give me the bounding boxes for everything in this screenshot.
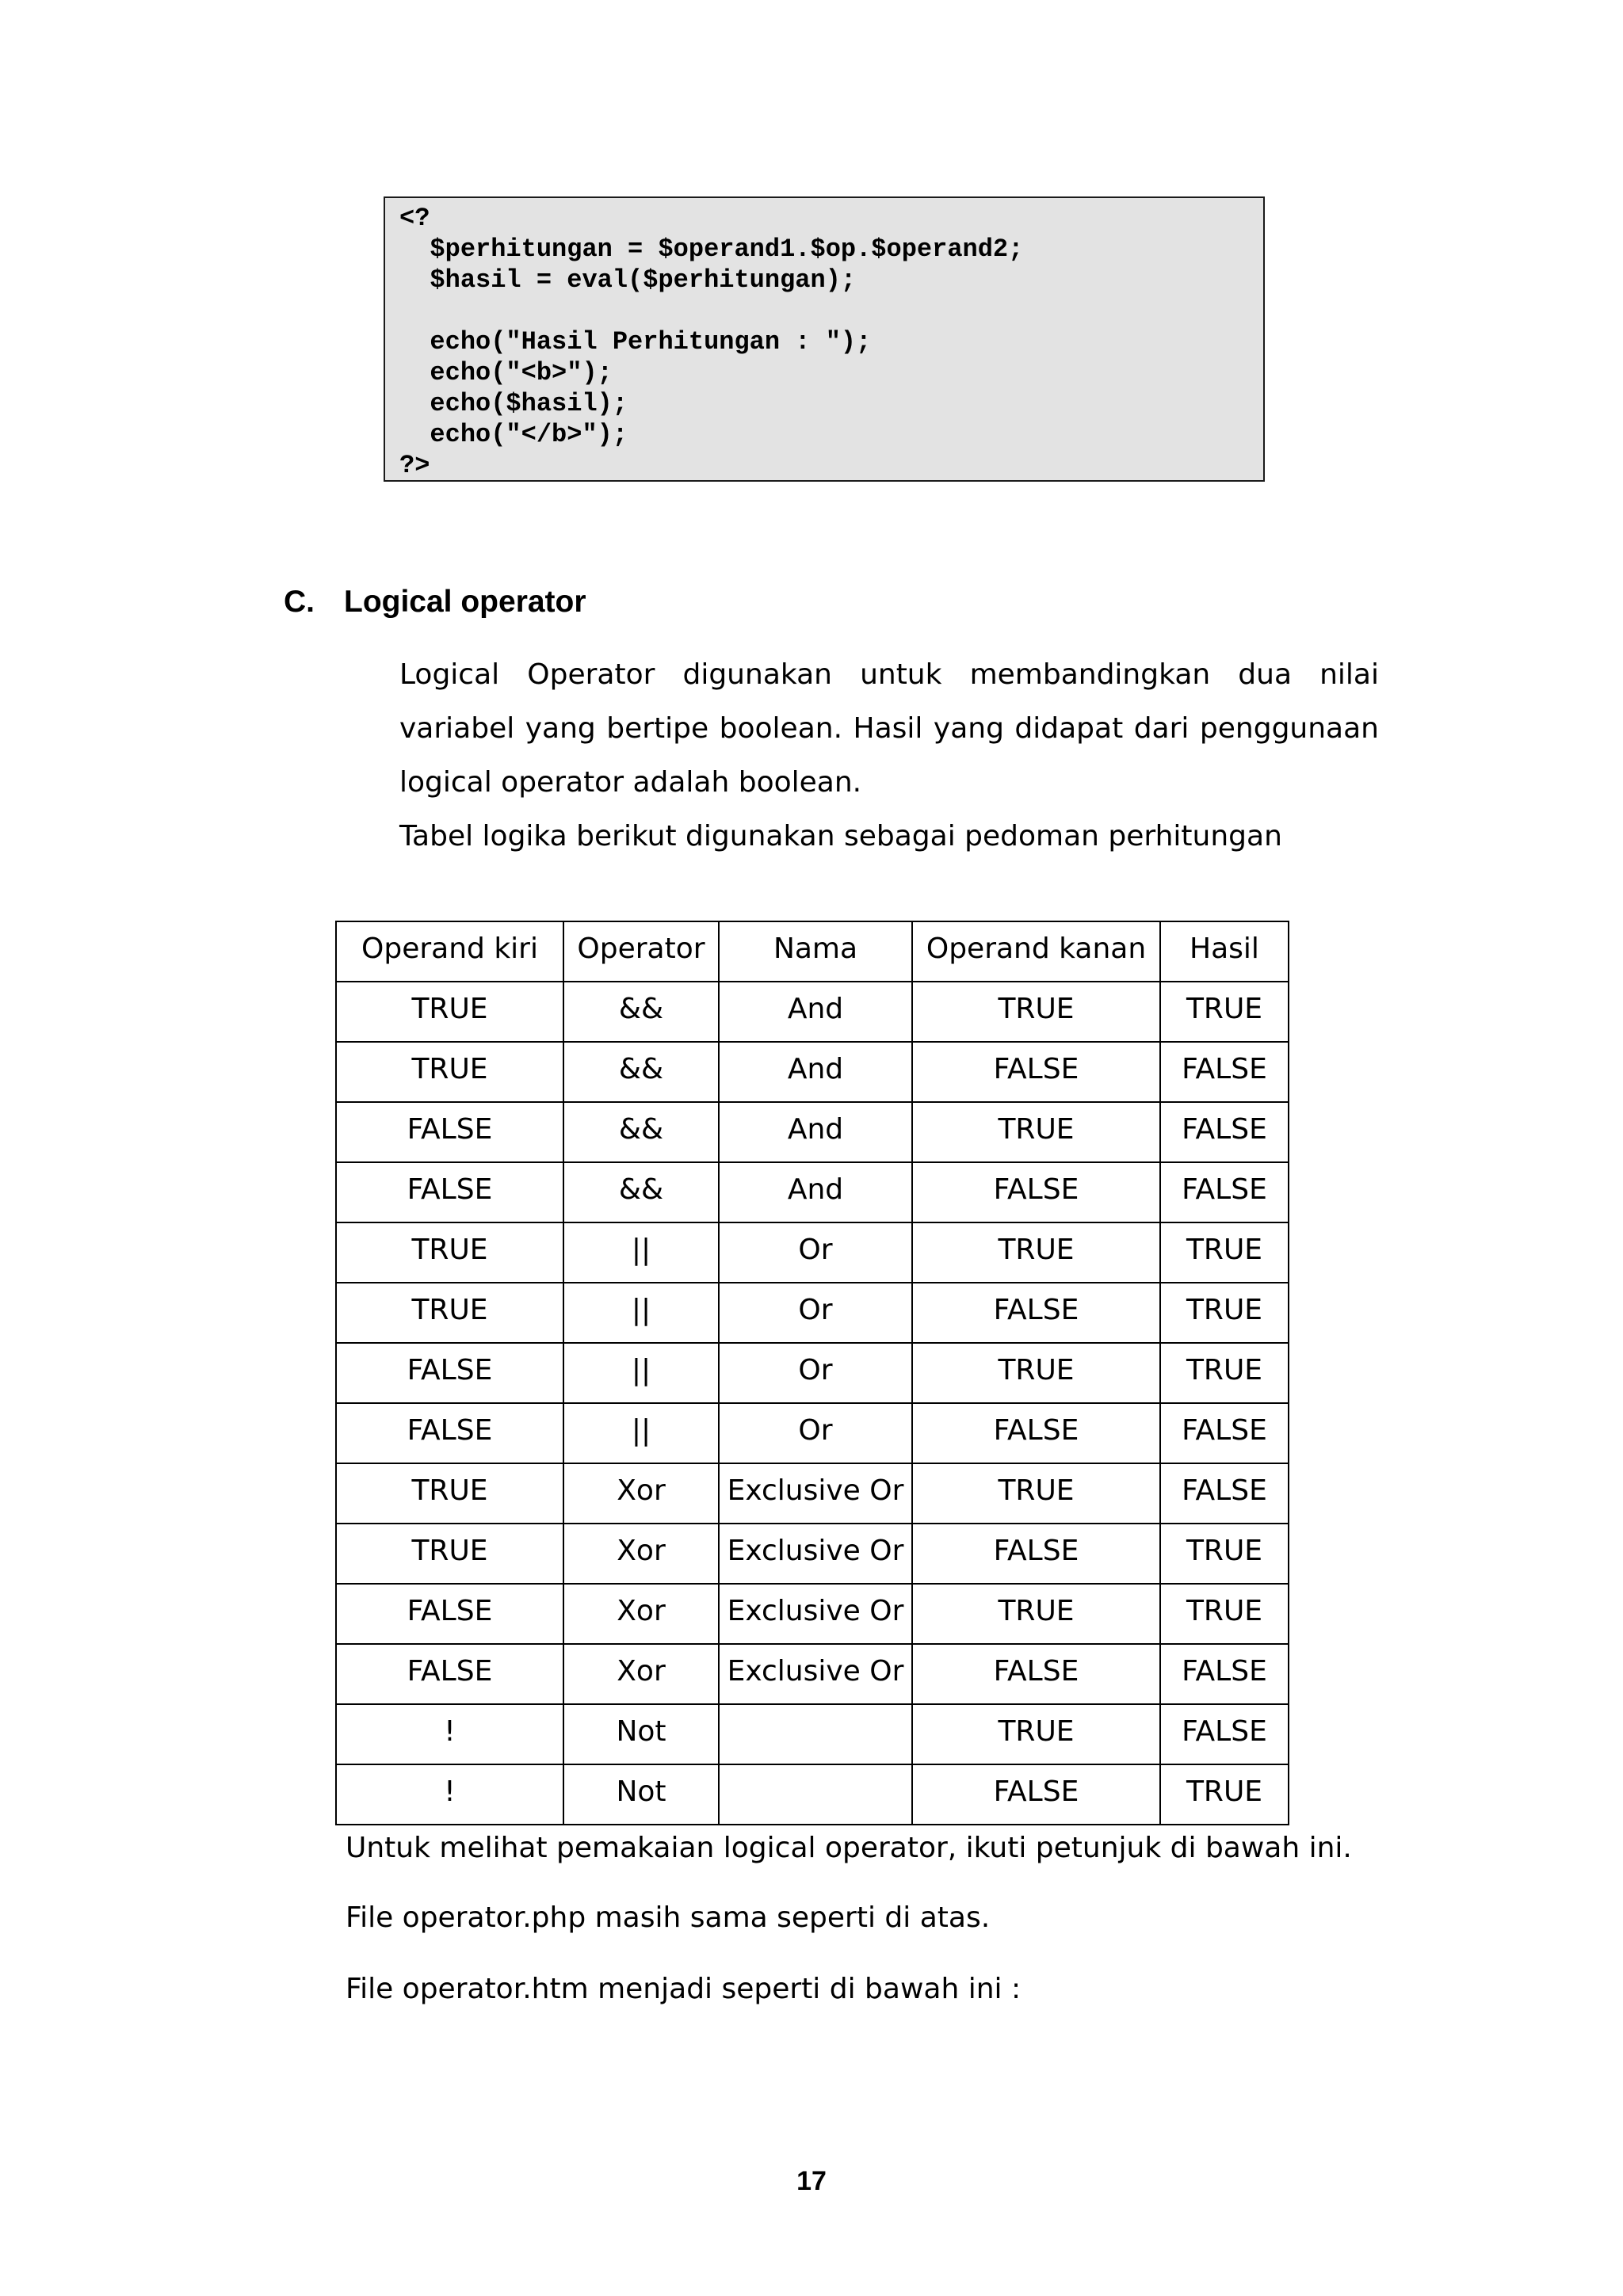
cell-operand-kiri: TRUE xyxy=(336,1463,563,1524)
table-caption: Tabel logika berikut digunakan sebagai pedoman perhitungan xyxy=(399,820,1282,852)
cell-operator: && xyxy=(563,1102,719,1162)
section-heading xyxy=(284,585,586,620)
logic-table xyxy=(335,921,1289,1825)
cell-operand-kiri: TRUE xyxy=(336,982,563,1042)
table-row xyxy=(336,1162,1289,1222)
cell-operator: Xor xyxy=(563,1463,719,1524)
instruction-line: Untuk melihat pemakaian logical operator, ikuti petunjuk di bawah ini. xyxy=(346,1832,1352,1864)
cell-operand-kiri: ! xyxy=(336,1764,563,1825)
table-row xyxy=(336,1524,1289,1584)
cell-operator: || xyxy=(563,1222,719,1283)
cell-nama: And xyxy=(719,1162,912,1222)
cell-operand-kanan: TRUE xyxy=(912,1463,1160,1524)
cell-operand-kanan: FALSE xyxy=(912,1042,1160,1102)
cell-hasil: TRUE xyxy=(1160,1343,1289,1403)
cell-operator: || xyxy=(563,1403,719,1463)
cell-operator: || xyxy=(563,1283,719,1343)
cell-operand-kanan: TRUE xyxy=(912,1704,1160,1764)
cell-operand-kanan: FALSE xyxy=(912,1162,1160,1222)
cell-operand-kiri: FALSE xyxy=(336,1102,563,1162)
table-row xyxy=(336,1042,1289,1102)
cell-operand-kiri: TRUE xyxy=(336,1283,563,1343)
section-title: Logical operator xyxy=(344,585,586,619)
table-row xyxy=(336,982,1289,1042)
cell-operand-kanan: TRUE xyxy=(912,1222,1160,1283)
table-row xyxy=(336,1283,1289,1343)
intro-paragraph: Logical Operator digunakan untuk membandingkan dua nilai variabel yang bertipe boolean. Hasil yang didapat dari penggunaan logical operator adalah boolean. xyxy=(399,658,1379,799)
cell-hasil: FALSE xyxy=(1160,1644,1289,1704)
cell-nama: Or xyxy=(719,1403,912,1463)
table-body xyxy=(336,982,1289,1825)
table-header-row xyxy=(336,921,1289,982)
code-listing xyxy=(384,196,1265,482)
table-row xyxy=(336,1403,1289,1463)
cell-operator: && xyxy=(563,1042,719,1102)
header-hasil: Hasil xyxy=(1160,921,1289,982)
header-nama: Nama xyxy=(719,921,912,982)
cell-hasil: TRUE xyxy=(1160,1524,1289,1584)
intro-text xyxy=(399,648,1379,864)
cell-operator: Xor xyxy=(563,1584,719,1644)
cell-hasil: TRUE xyxy=(1160,982,1289,1042)
code-line: <? xyxy=(399,204,430,233)
cell-operand-kiri: TRUE xyxy=(336,1042,563,1102)
section-letter: C. xyxy=(284,585,315,619)
cell-operator: && xyxy=(563,1162,719,1222)
cell-nama xyxy=(719,1704,912,1764)
cell-hasil: TRUE xyxy=(1160,1764,1289,1825)
cell-nama: And xyxy=(719,1042,912,1102)
cell-hasil: FALSE xyxy=(1160,1704,1289,1764)
cell-nama: And xyxy=(719,982,912,1042)
table-row xyxy=(336,1584,1289,1644)
cell-operand-kanan: TRUE xyxy=(912,1584,1160,1644)
code-line: ?> xyxy=(399,451,430,480)
table-row xyxy=(336,1343,1289,1403)
cell-operand-kanan: TRUE xyxy=(912,1343,1160,1403)
cell-operand-kiri: FALSE xyxy=(336,1584,563,1644)
cell-operand-kanan: TRUE xyxy=(912,982,1160,1042)
cell-hasil: TRUE xyxy=(1160,1222,1289,1283)
cell-hasil: FALSE xyxy=(1160,1403,1289,1463)
cell-operator: Xor xyxy=(563,1524,719,1584)
cell-nama xyxy=(719,1764,912,1825)
table-row xyxy=(336,1102,1289,1162)
code-line: echo("</b>"); xyxy=(399,420,628,449)
cell-operand-kanan: FALSE xyxy=(912,1403,1160,1463)
cell-operand-kiri: FALSE xyxy=(336,1343,563,1403)
cell-operand-kanan: FALSE xyxy=(912,1524,1160,1584)
instruction-line: File operator.htm menjadi seperti di bawah ini : xyxy=(346,1973,1022,2005)
cell-operand-kiri: TRUE xyxy=(336,1524,563,1584)
table-row xyxy=(336,1704,1289,1764)
table-row xyxy=(336,1644,1289,1704)
page-number: 17 xyxy=(796,2166,827,2196)
table-row xyxy=(336,1222,1289,1283)
cell-nama: Exclusive Or xyxy=(719,1584,912,1644)
cell-hasil: FALSE xyxy=(1160,1463,1289,1524)
cell-hasil: TRUE xyxy=(1160,1283,1289,1343)
cell-operator: && xyxy=(563,982,719,1042)
code-line: echo("<b>"); xyxy=(399,358,613,387)
cell-operand-kanan: FALSE xyxy=(912,1644,1160,1704)
header-operand-kiri: Operand kiri xyxy=(336,921,563,982)
code-line: $perhitungan = $operand1.$op.$operand2; xyxy=(399,235,1024,264)
cell-operand-kanan: TRUE xyxy=(912,1102,1160,1162)
cell-nama: Or xyxy=(719,1343,912,1403)
cell-operand-kanan: FALSE xyxy=(912,1764,1160,1825)
cell-operand-kiri: FALSE xyxy=(336,1644,563,1704)
cell-hasil: FALSE xyxy=(1160,1102,1289,1162)
cell-hasil: FALSE xyxy=(1160,1162,1289,1222)
cell-operand-kiri: ! xyxy=(336,1704,563,1764)
cell-hasil: TRUE xyxy=(1160,1584,1289,1644)
cell-operand-kanan: FALSE xyxy=(912,1283,1160,1343)
instruction-line: File operator.php masih sama seperti di atas. xyxy=(346,1901,991,1934)
cell-operand-kiri: FALSE xyxy=(336,1162,563,1222)
cell-nama: Exclusive Or xyxy=(719,1463,912,1524)
cell-operand-kiri: FALSE xyxy=(336,1403,563,1463)
table-row xyxy=(336,1463,1289,1524)
cell-operator: Not xyxy=(563,1704,719,1764)
code-line xyxy=(399,296,1263,326)
header-operator: Operator xyxy=(563,921,719,982)
cell-operator: || xyxy=(563,1343,719,1403)
code-line: echo($hasil); xyxy=(399,389,628,418)
cell-operand-kiri: TRUE xyxy=(336,1222,563,1283)
cell-nama: Exclusive Or xyxy=(719,1644,912,1704)
cell-hasil: FALSE xyxy=(1160,1042,1289,1102)
cell-nama: Or xyxy=(719,1222,912,1283)
cell-nama: And xyxy=(719,1102,912,1162)
cell-nama: Or xyxy=(719,1283,912,1343)
cell-operator: Xor xyxy=(563,1644,719,1704)
header-operand-kanan: Operand kanan xyxy=(912,921,1160,982)
code-line: $hasil = eval($perhitungan); xyxy=(399,265,857,295)
code-line: echo("Hasil Perhitungan : "); xyxy=(399,327,872,357)
cell-operator: Not xyxy=(563,1764,719,1825)
table-row xyxy=(336,1764,1289,1825)
cell-nama: Exclusive Or xyxy=(719,1524,912,1584)
